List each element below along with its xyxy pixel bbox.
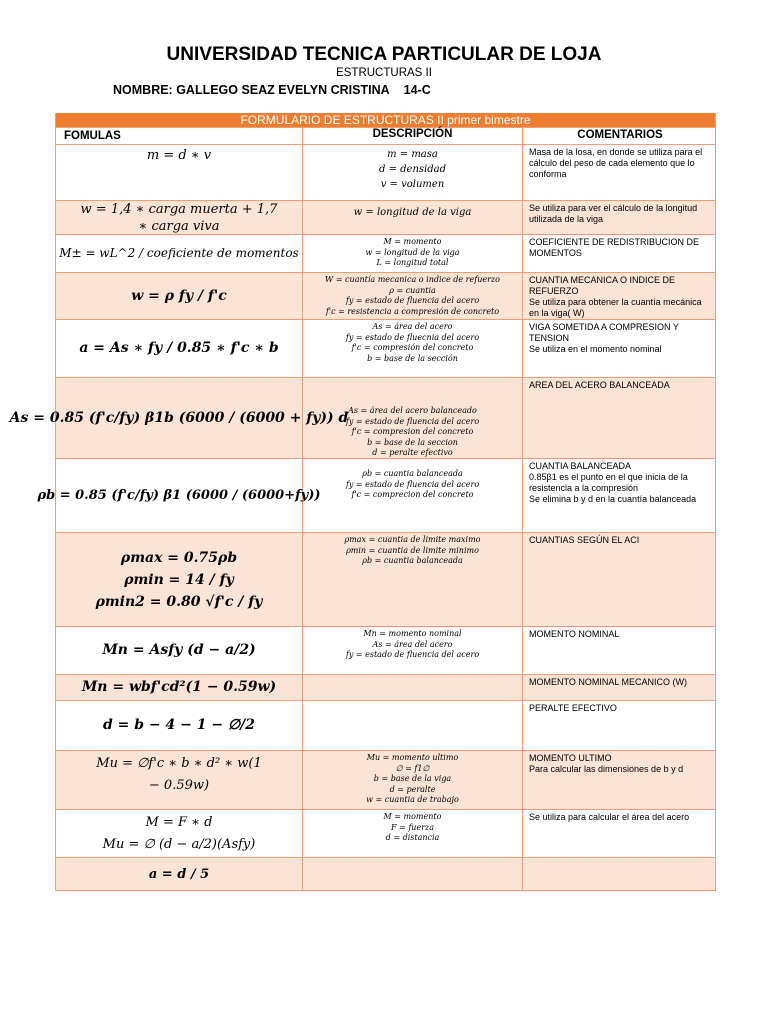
description-text: ρmax = cuantia de limite maximo [344, 535, 481, 544]
header-comments: COMENTARIOS [577, 129, 663, 141]
table-row [56, 810, 715, 858]
description-text: d = distancia [385, 833, 440, 842]
description-cell [303, 701, 523, 750]
comment-cell [523, 810, 715, 857]
description-text: f'c = compresión del concreto [351, 343, 474, 352]
comment-text: Se elimina b y d en la cuantía balanceada [529, 494, 697, 504]
comment-text: VIGA SOMETIDA A COMPRESION Y TENSION [529, 322, 679, 343]
comment-text: CUANTIAS SEGÚN EL ACI [529, 535, 640, 545]
formula-text: Mu = ∅f'c ∗ b ∗ d² ∗ w(1 [96, 756, 262, 771]
comment-cell [523, 273, 715, 319]
comment-cell [523, 675, 715, 700]
description-cell [303, 858, 523, 890]
description-cell [303, 235, 523, 272]
comment-text: Se utiliza en el momento nominal [529, 344, 662, 354]
university-title: UNIVERSIDAD TECNICA PARTICULAR DE LOJA [166, 44, 602, 65]
table-caption: FORMULARIO DE ESTRUCTURAS II primer bimestre [56, 113, 715, 128]
description-text: ρb = cuantia balanceada [362, 556, 463, 565]
comment-text: MOMENTO NOMINAL MECANICO (W) [529, 677, 687, 687]
course-title: ESTRUCTURAS II [336, 67, 432, 79]
description-text: d = densidad [379, 164, 446, 175]
formula-text: a = d / 5 [148, 866, 210, 882]
comment-text: CUANTIA MECANICA O INDICE DE REFUERZO [529, 275, 676, 296]
formula-cell [56, 201, 303, 234]
description-text: w = cuantia de trabajo [366, 795, 459, 804]
comment-text: AREA DEL ACERO BALANCEADA [529, 380, 670, 390]
formula-cell [56, 858, 303, 890]
description-text: w = longitud de la viga [353, 207, 472, 218]
formula-text: Mu = ∅ (d − a/2)(Asfy) [102, 836, 256, 852]
formula-text: ρb = 0.85 (f'c/fy) β1 (6000 / (6000+fy)) [37, 488, 321, 503]
description-text: fy = estado de fluencia del acero [345, 479, 480, 489]
formula-text: M = F ∗ d [145, 814, 213, 830]
student-code: 14-C [403, 83, 431, 97]
description-text: b = base de la sección [367, 353, 458, 363]
description-text: f'c = resistencia a compresión de concreto [325, 306, 500, 316]
description-cell [303, 273, 523, 319]
description-text: d = peralte efectivo [372, 448, 453, 457]
description-cell [303, 145, 523, 200]
formula-cell [37, 459, 321, 532]
description-text: fy = estado de fluencia del acero [345, 296, 480, 305]
formula-text: M± = wL^2 / coeficiente de momentos [59, 246, 299, 260]
formula-text: Mn = wbf'cd²(1 − 0.59w) [81, 679, 277, 695]
student-line [113, 83, 431, 97]
formula-cell [56, 273, 303, 319]
table-row [56, 751, 715, 810]
comment-text: Se utiliza para obtener la cuantía mecánica en la viga( W) [529, 297, 702, 318]
table-row [9, 378, 715, 459]
comment-text: COEFICIENTE DE REDISTRIBUCION DE MOMENTOS [529, 237, 700, 258]
comment-text: MOMENTO ULTIMO [529, 753, 612, 763]
description-text: Mu = momento ultimo [366, 753, 459, 762]
description-text: F = fuerza [391, 822, 434, 832]
comment-cell [523, 627, 715, 674]
formula-cell [56, 235, 303, 272]
description-text: w = longitud de la viga [365, 247, 460, 257]
table-row [56, 320, 715, 378]
comment-text: CUANTIA BALANCEADA [529, 461, 632, 471]
comment-text: 0.85β1 es el punto en el que inicia de la resistencia a la compresión [529, 472, 688, 493]
description-cell [303, 459, 523, 532]
formula-cell [56, 627, 303, 674]
description-text: ρ = cuantia [389, 285, 436, 295]
formula-cell [56, 675, 303, 700]
formula-cell [56, 320, 303, 377]
table-row [56, 675, 715, 701]
formula-cell [56, 810, 303, 857]
description-text: As = área del acero [372, 322, 453, 331]
description-text: b = base de la viga [373, 774, 452, 783]
comment-text: Se utiliza para ver el cálculo de la longitud utilizada de la viga [529, 203, 698, 224]
formula-cell [9, 378, 349, 458]
description-cell [303, 378, 523, 458]
comment-cell [523, 459, 715, 532]
description-cell [303, 627, 523, 674]
comment-text: MOMENTO NOMINAL [529, 629, 620, 639]
description-text: fy = estado de fluencia del acero [345, 416, 480, 426]
formula-text: d = b − 4 − 1 − ∅/2 [102, 717, 256, 733]
formula-text: − 0.59w) [148, 778, 210, 793]
comment-cell [523, 533, 715, 626]
formula-text: ∗ carga viva [138, 218, 220, 234]
comment-text: Masa de la losa, en donde se utiliza para el cálculo del peso de cada elemento que lo conforma [529, 147, 703, 179]
description-cell [303, 320, 523, 377]
table-row [56, 701, 715, 751]
table-row [56, 627, 715, 675]
header-description: DESCRIPCIÓN [303, 128, 523, 144]
comment-cell [523, 201, 715, 234]
formula-text: w = ρ fy / f'c [131, 287, 227, 304]
formula-text: ρmin = 14 / fy [124, 571, 234, 588]
description-cell [303, 810, 523, 857]
table-row [56, 858, 715, 891]
table-row [56, 201, 715, 235]
formula-text: ρmax = 0.75ρb [120, 549, 238, 566]
formula-text: Mn = Asfy (d − a/2) [102, 642, 256, 658]
description-cell [303, 533, 523, 626]
table-row [37, 459, 715, 533]
description-text: fy = estado de fluecnia del acero [345, 332, 480, 342]
header-formulas: FOMULAS [56, 128, 303, 144]
table-header-row [56, 128, 715, 145]
description-text: L = longitud total [376, 258, 449, 267]
description-text: Mn = momento nominal [363, 629, 462, 638]
comment-text: PERALTE EFECTIVO [529, 703, 617, 713]
description-cell [303, 201, 523, 234]
formula-cell [56, 751, 303, 809]
description-text: b = base de la seccion [367, 437, 458, 447]
description-text: M = momento [383, 812, 442, 821]
description-text: ∅ = f1∅ [395, 763, 430, 773]
comment-text: Para calcular las dimensiones de b y d [529, 764, 684, 774]
description-cell [303, 675, 523, 700]
comment-cell [523, 751, 715, 809]
table-row [56, 235, 715, 273]
table-row [56, 145, 715, 201]
table-row [56, 533, 715, 627]
comment-cell [523, 378, 715, 458]
description-text: f'c = comprecion del concreto [351, 490, 474, 499]
table-row [56, 273, 715, 320]
description-text: f'c = compresion del concreto [351, 427, 474, 436]
formula-text: w = 1,4 ∗ carga muerta + 1,7 [80, 201, 278, 217]
description-text: W = cuantía mecanica o indice de refuerzo [325, 275, 500, 284]
formula-text: As = 0.85 (f'c/fy) β1b (6000 / (6000 + fy)) d [9, 409, 349, 426]
description-text: d = peralte [389, 784, 436, 794]
formula-text: a = As ∗ fy / 0.85 ∗ f'c ∗ b [79, 340, 279, 356]
comment-cell [523, 145, 715, 200]
description-text: ρmin = cuantia de limite minimo [346, 545, 479, 555]
comment-cell [523, 235, 715, 272]
student-name: NOMBRE: GALLEGO SEAZ EVELYN CRISTINA [113, 83, 390, 97]
description-cell [303, 751, 523, 809]
description-text: As = área del acero [372, 639, 453, 649]
comment-text: Se utiliza para calcular el área del acero [529, 812, 690, 822]
formula-table [9, 113, 716, 891]
comment-cell [523, 320, 715, 377]
description-text: M = momento [383, 237, 442, 246]
formula-cell [56, 533, 303, 626]
description-text: v = volumen [380, 179, 445, 190]
formula-cell [56, 145, 303, 200]
formula-text: m = d ∗ v [146, 148, 212, 163]
description-text: As = área del acero balanceado [348, 406, 477, 415]
description-text: fy = estado de fluencia del acero [345, 650, 480, 659]
description-text: m = masa [387, 149, 438, 160]
formula-cell [56, 701, 303, 750]
comment-cell [523, 858, 715, 890]
description-text: ρb = cuantia balanceada [362, 469, 463, 478]
formula-text: ρmin2 = 0.80 √f'c / fy [95, 593, 263, 610]
comment-cell [523, 701, 715, 750]
